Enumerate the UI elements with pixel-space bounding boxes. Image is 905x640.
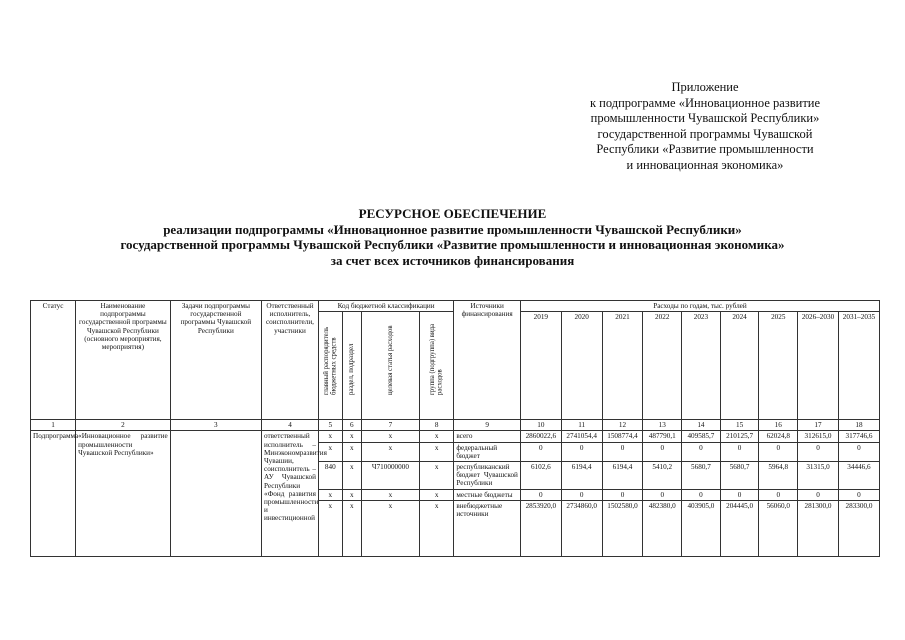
header-sources: Источники финансирования [454,301,521,420]
column-number: 2 [76,420,171,431]
source-cell: местные бюджеты [454,489,521,500]
column-number: 13 [643,420,682,431]
column-number: 4 [262,420,319,431]
table-row [31,431,880,442]
value-cell: 210125,7 [720,431,759,442]
header-budget-code: Код бюджетной классификации [318,301,453,312]
value-cell: 5410,2 [643,462,682,490]
header-year: 2023 [682,312,721,420]
appendix-header [555,80,855,173]
header-name: Наименование подпрограммы государственной программы Чувашской Республики (основного мероприятия, мероприятия) [76,301,171,420]
source-cell: внебюджетные источники [454,500,521,556]
value-cell: 0 [561,489,602,500]
value-cell: 0 [643,489,682,500]
column-number: 12 [602,420,643,431]
value-cell: 0 [720,442,759,461]
header-code-target [361,312,419,420]
column-number-row [31,420,880,431]
code-cell: x [318,500,342,556]
vertical-label: раздел, подраздел [348,343,355,396]
code-cell: x [419,431,453,442]
header-row [31,301,880,312]
value-cell: 409585,7 [682,431,721,442]
status-cell: Подпрограмма [31,431,76,556]
code-cell: x [342,431,361,442]
code-cell: x [318,431,342,442]
column-number: 1 [31,420,76,431]
code-cell: x [318,442,342,461]
column-number: 8 [419,420,453,431]
value-cell: 0 [682,489,721,500]
header-status: Статус [31,301,76,420]
vertical-label: группа (подгруппа) вида расходов [429,324,444,396]
code-cell: x [342,500,361,556]
source-cell: республиканский бюджет Чувашской Республики [454,462,521,490]
document-title [40,206,865,268]
code-cell: x [361,431,419,442]
header-year: 2019 [520,312,561,420]
column-number: 5 [318,420,342,431]
resource-table [30,300,880,557]
code-cell: x [419,462,453,490]
value-cell: 5964,8 [759,462,798,490]
value-cell: 0 [759,442,798,461]
appendix-line: к подпрограмме «Инновационное развитие [589,95,821,110]
value-cell: 31315,0 [798,462,839,490]
column-number: 16 [759,420,798,431]
code-cell: x [419,500,453,556]
column-number: 17 [798,420,839,431]
value-cell: 56060,0 [759,500,798,556]
header-year: 2020 [561,312,602,420]
value-cell: 0 [520,442,561,461]
code-cell: x [342,489,361,500]
value-cell: 0 [682,442,721,461]
column-number: 10 [520,420,561,431]
value-cell: 482380,0 [643,500,682,556]
header-code-section [342,312,361,420]
value-cell: 2853920,0 [520,500,561,556]
value-cell: 0 [838,489,879,500]
header-code-group [419,312,453,420]
appendix-line: Республики «Развитие промышленности [596,142,814,156]
code-cell: x [419,489,453,500]
code-cell: Ч710000000 [361,462,419,490]
value-cell: 0 [643,442,682,461]
value-cell: 283300,0 [838,500,879,556]
header-year: 2021 [602,312,643,420]
value-cell: 0 [798,489,839,500]
appendix-line: государственной программы Чувашской [597,126,813,141]
header-year: 2022 [643,312,682,420]
value-cell: 0 [798,442,839,461]
header-code-grbs [318,312,342,420]
value-cell: 5680,7 [720,462,759,490]
value-cell: 62024,8 [759,431,798,442]
code-cell: x [419,442,453,461]
value-cell: 0 [759,489,798,500]
value-cell: 312615,0 [798,431,839,442]
column-number: 3 [170,420,261,431]
appendix-line: Приложение [671,80,739,94]
value-cell: 1508774,4 [602,431,643,442]
column-number: 9 [454,420,521,431]
source-cell: федеральный бюджет [454,442,521,461]
value-cell: 281300,0 [798,500,839,556]
code-cell: x [342,442,361,461]
value-cell: 0 [520,489,561,500]
header-year: 2025 [759,312,798,420]
value-cell: 2734860,0 [561,500,602,556]
value-cell: 0 [838,442,879,461]
value-cell: 317746,6 [838,431,879,442]
title-line: государственной программы Чувашской Республики «Развитие промышленности и инновационная экономика» [120,237,785,252]
value-cell: 2741054,4 [561,431,602,442]
value-cell: 1502580,0 [602,500,643,556]
vertical-label: целевая статья расходов [386,325,394,396]
header-responsible: Ответственный исполнитель, соисполнители, участники [262,301,319,420]
vertical-label: главный распорядитель бюджетных средств [322,327,338,396]
column-number: 7 [361,420,419,431]
title-line: реализации подпрограммы «Инновационное развитие промышленности Чувашской Республики» [163,221,742,237]
value-cell: 5680,7 [682,462,721,490]
code-cell: x [361,489,419,500]
value-cell: 403905,0 [682,500,721,556]
value-cell: 0 [561,442,602,461]
name-cell: «Инновационное развитие промышленности Чувашской Республики» [76,431,171,556]
value-cell: 0 [602,442,643,461]
value-cell: 6194,4 [561,462,602,490]
value-cell: 2860022,6 [520,431,561,442]
value-cell: 0 [720,489,759,500]
value-cell: 0 [602,489,643,500]
code-cell: x [342,462,361,490]
code-cell: x [318,489,342,500]
header-year: 2026–2030 [798,312,839,420]
column-number: 14 [682,420,721,431]
appendix-line: промышленности Чувашской Республики» [590,111,820,125]
value-cell: 487790,1 [643,431,682,442]
title-line: за счет всех источников финансирования [330,252,575,268]
value-cell: 6194,4 [602,462,643,490]
code-cell: x [361,500,419,556]
code-cell: 840 [318,462,342,490]
appendix-line: и инновационная экономика» [626,157,784,172]
source-cell: всего [454,431,521,442]
code-cell: x [361,442,419,461]
responsible-cell: ответственный исполнитель – Минэкономразвития Чувашии, соисполнитель – АУ Чувашской Республики «Фонд развития промышленности и инвестиционной [262,431,319,556]
value-cell: 34446,6 [838,462,879,490]
header-expenses: Расходы по годам, тыс. рублей [520,301,879,312]
column-number: 6 [342,420,361,431]
value-cell: 204445,0 [720,500,759,556]
title-line: РЕСУРСНОЕ ОБЕСПЕЧЕНИЕ [358,206,547,221]
column-number: 11 [561,420,602,431]
column-number: 15 [720,420,759,431]
value-cell: 6102,6 [520,462,561,490]
header-year: 2031–2035 [838,312,879,420]
header-year: 2024 [720,312,759,420]
header-tasks: Задачи подпрограммы государственной программы Чувашской Республики [170,301,261,420]
column-number: 18 [838,420,879,431]
tasks-cell [170,431,261,556]
